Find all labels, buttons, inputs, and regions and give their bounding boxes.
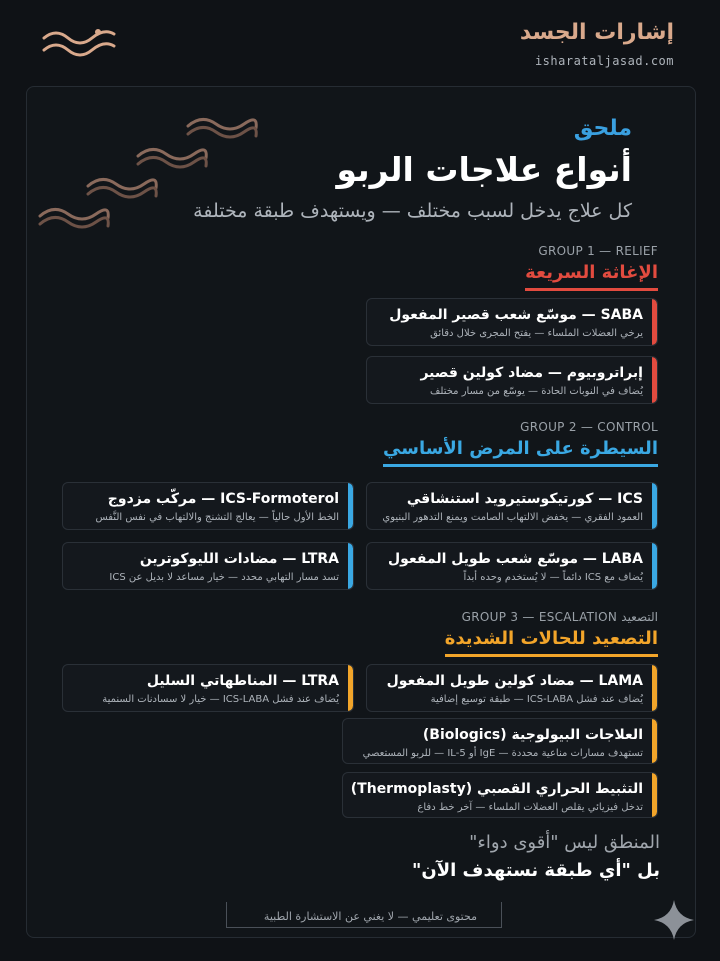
group-3-tag: GROUP 3 — ESCALATION التصعيد — [461, 610, 658, 624]
closing-line-2: بل "أي طبقة نستهدف الآن" — [411, 860, 660, 881]
appendix-label: ملحق — [573, 116, 632, 141]
treatment-title: العلاجات البيولوجية (Biologics) — [422, 727, 643, 743]
treatment-title: LTRA — المناطهاتي السليل — [146, 673, 339, 689]
treatment-card-ltra-escalation — [62, 664, 354, 712]
treatment-card-ics-formoterol — [62, 482, 354, 530]
treatment-title: ICS-Formoterol — مركّب مزدوج — [107, 491, 339, 507]
treatment-title: LAMA — مضاد كولين طويل المفعول — [386, 673, 643, 689]
disclaimer-text: محتوى تعليمي — لا يغني عن الاستشارة الطبية — [263, 910, 477, 923]
treatment-description: تدخل فيزيائي يقلص العضلات الملساء — آخر خط دفاع — [417, 802, 643, 813]
treatment-description: تسد مسار التهابي محدد — خيار مساعد لا بديل عن ICS — [109, 572, 339, 583]
group-1-title: الإغاثة السريعة — [525, 262, 658, 291]
treatment-description: يُضاف عند فشل ICS-LABA — طبقة توسيع إضافية — [430, 694, 643, 705]
treatment-description: يرخي العضلات الملساء — يفتح المجرى خلال دقائق — [430, 328, 643, 339]
treatment-card-ipratropium — [366, 356, 658, 404]
brand-name: إشارات الجسد — [519, 20, 674, 45]
treatment-card-biologics — [342, 718, 658, 764]
page-subtitle: كل علاج يدخل لسبب مختلف — ويستهدف طبقة مختلفة — [193, 200, 632, 222]
sparkle-icon — [652, 898, 696, 946]
decorative-waves-icon — [38, 108, 268, 252]
page-title: أنواع علاجات الربو — [336, 150, 632, 189]
group-3-title: التصعيد للحالات الشديدة — [445, 628, 658, 657]
treatment-description: الخط الأول حالياً — يعالج التشنج والالتهاب في نفس النَّفس — [95, 512, 339, 523]
treatment-card-laba — [366, 542, 658, 590]
disclaimer-box — [226, 902, 502, 928]
closing-line-1: المنطق ليس "أقوى دواء" — [469, 832, 660, 853]
treatment-title: LABA — موسّع شعب طويل المفعول — [388, 551, 643, 567]
treatment-title: إبراتروبيوم — مضاد كولين قصير — [420, 365, 643, 381]
treatment-description: يُضاف مع ICS دائماً — لا يُستخدم وحده أبداً — [463, 572, 643, 583]
treatment-card-lama — [366, 664, 658, 712]
treatment-description: تستهدف مسارات مناعية محددة — IgE أو IL-5 — للربو المستعصي — [362, 748, 643, 759]
group-2-tag: GROUP 2 — CONTROL — [520, 420, 658, 434]
treatment-title: التثبيط الحراري القصبي (Thermoplasty) — [350, 781, 643, 797]
treatment-card-saba — [366, 298, 658, 346]
waves-logo-icon — [40, 26, 116, 66]
treatment-title: SABA — موسّع شعب قصير المفعول — [389, 307, 643, 323]
treatment-description: العمود الفقري — يخفض الالتهاب الصامت ويمنع التدهور البنيوي — [382, 512, 643, 523]
treatment-description: يُضاف عند فشل ICS-LABA — خيار لا سسادنات السنمية — [102, 694, 339, 705]
group-1-tag: GROUP 1 — RELIEF — [538, 244, 658, 258]
treatment-title: ICS — كورتيكوستيرويد استنشاقي — [406, 491, 643, 507]
treatment-card-thermoplasty — [342, 772, 658, 818]
treatment-title: LTRA — مضادات الليوكوترين — [139, 551, 339, 567]
group-2-title: السيطرة على المرض الأساسي — [383, 438, 658, 467]
treatment-description: يُضاف في النوبات الحادة — يوسّع من مسار مختلف — [430, 386, 643, 397]
treatment-card-ltra — [62, 542, 354, 590]
treatment-card-ics — [366, 482, 658, 530]
brand-url: isharataljasad.com — [534, 54, 674, 68]
